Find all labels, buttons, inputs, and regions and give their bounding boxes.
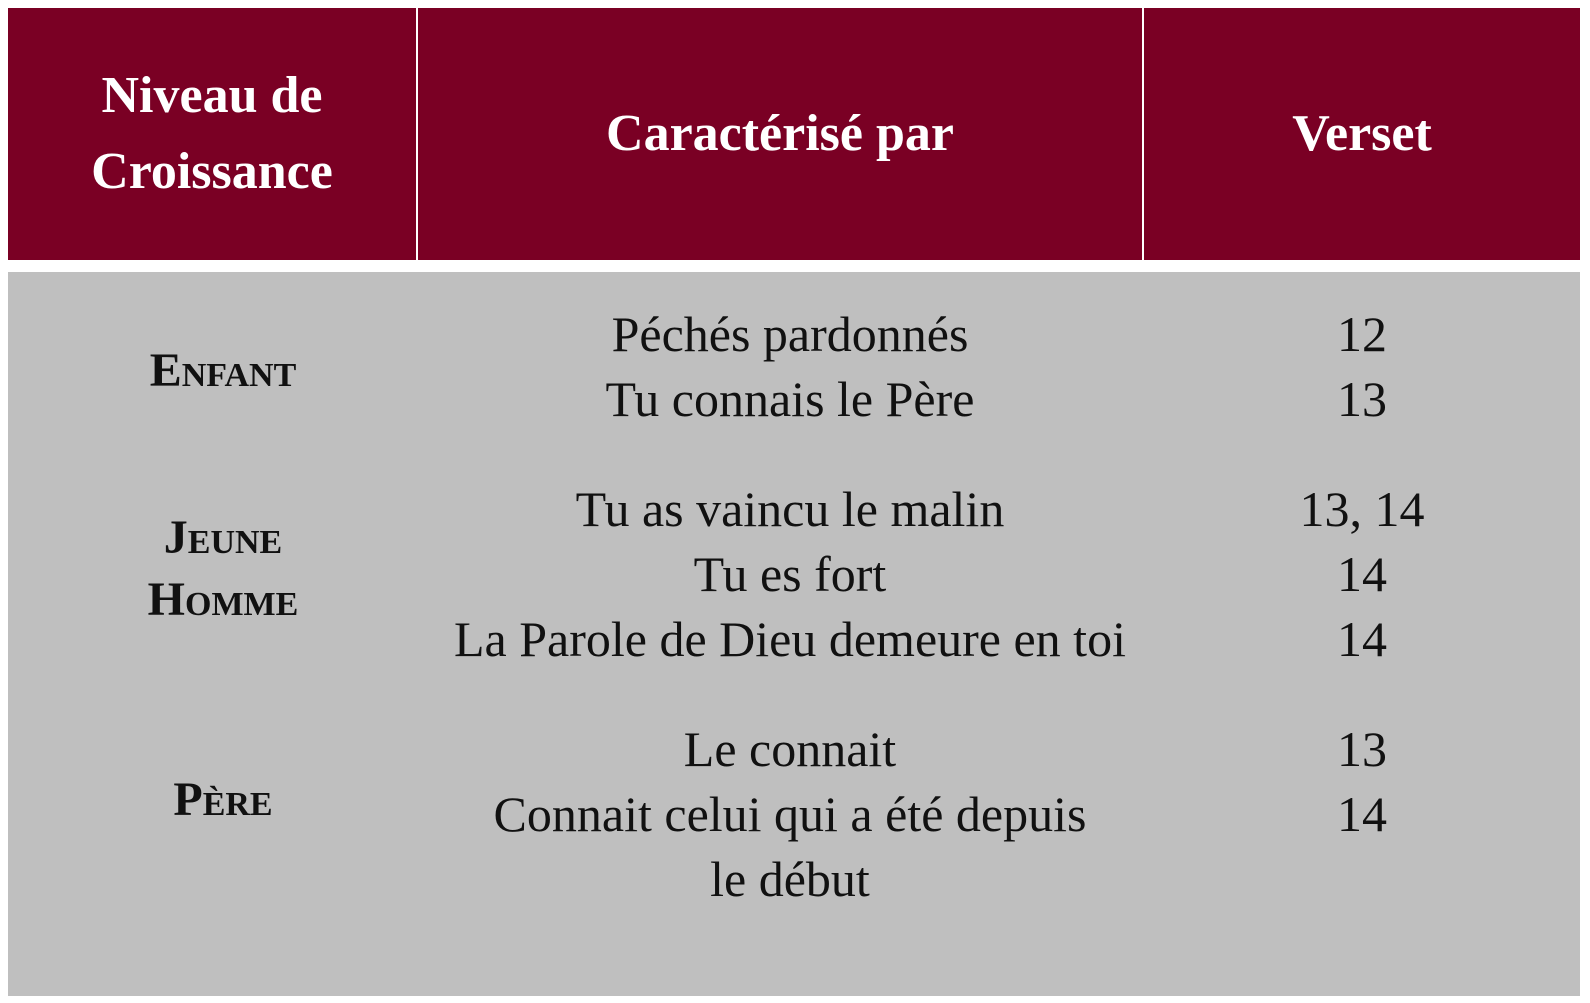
level-child: Enfant bbox=[149, 344, 297, 397]
characteristics-list bbox=[428, 477, 1152, 672]
table-body bbox=[8, 272, 1580, 996]
verse: 14 bbox=[1337, 786, 1387, 842]
characteristic: Le connait bbox=[683, 721, 897, 777]
characteristic: Connait celui qui a été depuis bbox=[493, 786, 1087, 842]
characteristic: Tu as vaincu le malin bbox=[575, 481, 1005, 537]
header-level bbox=[8, 8, 416, 260]
verse: 13 bbox=[1337, 371, 1387, 427]
characteristics-list bbox=[428, 717, 1152, 912]
header-level-line2: Croissance bbox=[91, 143, 333, 200]
verse: 13 bbox=[1337, 721, 1387, 777]
characteristic: Tu connais le Père bbox=[605, 371, 975, 427]
table-row bbox=[8, 302, 1580, 440]
level-line: Jeune bbox=[163, 511, 283, 564]
level-line: Homme bbox=[147, 573, 299, 626]
characteristic: Péchés pardonnés bbox=[611, 306, 969, 362]
table-row bbox=[8, 477, 1580, 677]
verse: 14 bbox=[1337, 611, 1387, 667]
verses-list bbox=[1144, 477, 1580, 672]
header-level-line1: Niveau de bbox=[101, 67, 323, 124]
characteristic: La Parole de Dieu demeure en toi bbox=[454, 611, 1126, 667]
characteristics-list bbox=[428, 302, 1152, 432]
level-young-man bbox=[8, 477, 438, 631]
verses-list bbox=[1144, 302, 1580, 432]
header-characterized-by: Caractérisé par bbox=[606, 105, 954, 162]
table-header bbox=[8, 8, 1580, 260]
table-row bbox=[8, 717, 1580, 917]
verse: 14 bbox=[1337, 546, 1387, 602]
growth-levels-table bbox=[8, 8, 1580, 996]
level-father: Père bbox=[173, 773, 273, 826]
characteristic: Tu es fort bbox=[693, 546, 887, 602]
characteristic: le début bbox=[710, 851, 870, 907]
verse: 12 bbox=[1337, 306, 1387, 362]
verse: 13, 14 bbox=[1299, 481, 1425, 537]
header-verse: Verset bbox=[1292, 105, 1432, 162]
verses-list bbox=[1144, 717, 1580, 847]
